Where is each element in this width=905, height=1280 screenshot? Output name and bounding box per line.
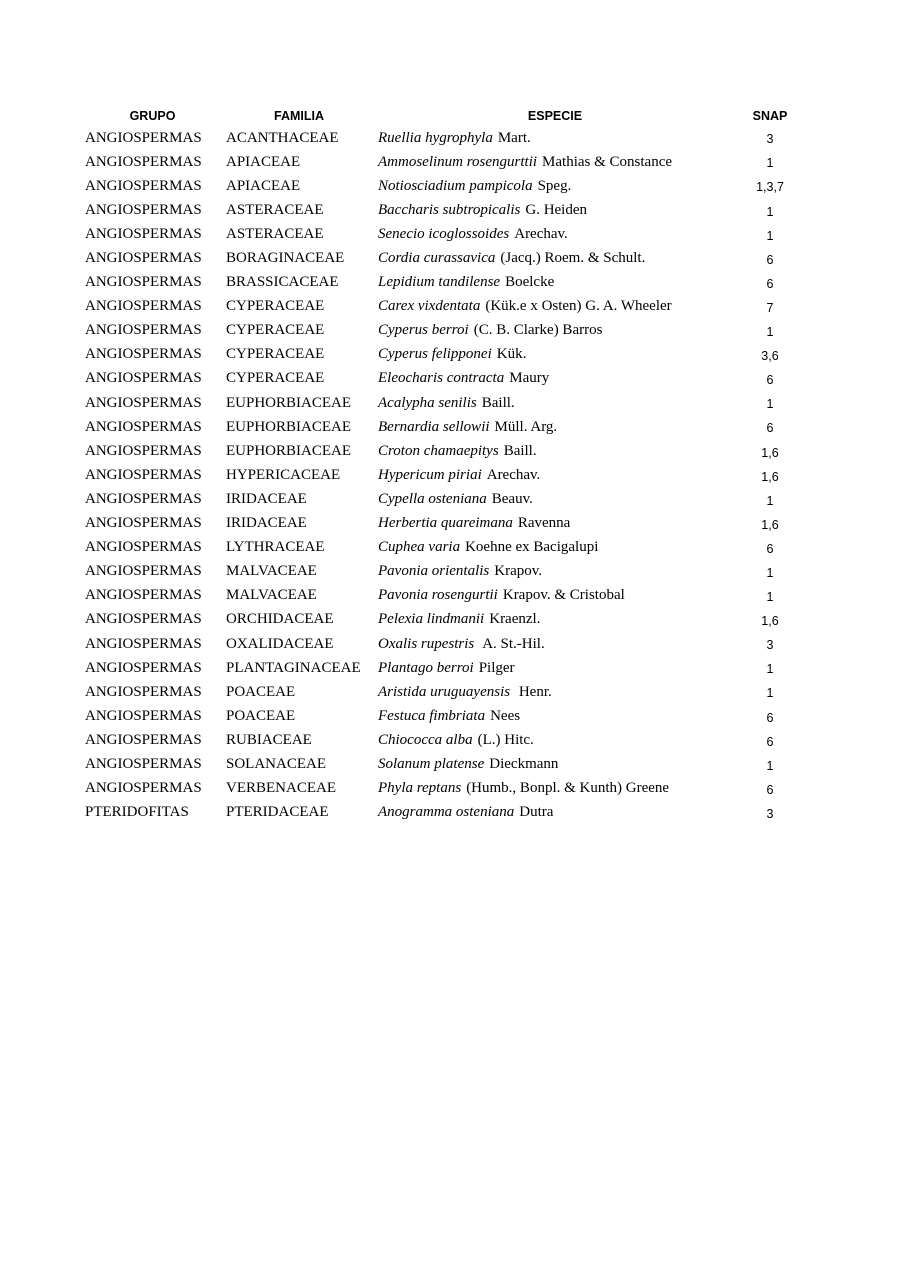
cell-familia: OXALIDACEAE — [226, 635, 334, 652]
table-row — [82, 246, 805, 270]
cell-familia: MALVACEAE — [226, 563, 317, 580]
species-name: Acalypha senilis — [378, 394, 477, 411]
cell-grupo: ANGIOSPERMAS — [85, 563, 202, 580]
cell-especie — [375, 512, 735, 536]
cell-grupo: ANGIOSPERMAS — [85, 707, 202, 724]
cell-familia: BORAGINACEAE — [226, 250, 345, 267]
species-author: Mathias & Constance — [542, 153, 673, 170]
cell-especie — [375, 126, 735, 150]
cell-grupo: ANGIOSPERMAS — [85, 466, 202, 483]
cell-familia: EUPHORBIACEAE — [226, 418, 352, 435]
species-author: Krapov. & Cristobal — [502, 587, 625, 604]
cell-especie — [375, 536, 735, 560]
cell-snap: 1,3,7 — [756, 180, 784, 195]
header-row — [82, 106, 805, 126]
cell-especie — [375, 439, 735, 463]
table-row — [82, 632, 805, 656]
cell-especie — [375, 801, 735, 825]
species-author: Dieckmann — [489, 755, 559, 772]
cell-snap: 1 — [766, 156, 774, 171]
cell-snap: 3 — [766, 806, 774, 821]
cell-familia: ASTERACEAE — [226, 225, 324, 242]
cell-snap: 6 — [766, 782, 774, 797]
cell-familia: ASTERACEAE — [226, 201, 324, 218]
species-author: Kük. — [496, 346, 527, 363]
cell-especie — [375, 632, 735, 656]
cell-grupo: ANGIOSPERMAS — [85, 587, 202, 604]
cell-familia: CYPERACEAE — [226, 298, 325, 315]
table-row — [82, 728, 805, 752]
species-author: Boelcke — [505, 274, 555, 291]
species-author: G. Heiden — [525, 201, 588, 218]
table-row — [82, 777, 805, 801]
cell-grupo: ANGIOSPERMAS — [85, 177, 202, 194]
cell-snap: 1,6 — [761, 445, 779, 460]
cell-snap: 6 — [766, 373, 774, 388]
table-row — [82, 487, 805, 511]
cell-snap: 6 — [766, 710, 774, 725]
species-author: Nees — [490, 707, 521, 724]
table-row — [82, 463, 805, 487]
cell-especie — [375, 391, 735, 415]
species-author: Beauv. — [491, 490, 533, 507]
cell-especie — [375, 319, 735, 343]
cell-especie — [375, 752, 735, 776]
cell-snap: 6 — [766, 734, 774, 749]
table-row — [82, 343, 805, 367]
header-snap: SNAP — [752, 109, 788, 123]
table-row — [82, 680, 805, 704]
cell-snap: 3,6 — [761, 349, 779, 364]
species-name: Carex vixdentata — [378, 298, 481, 315]
cell-grupo: ANGIOSPERMAS — [85, 225, 202, 242]
species-name: Oxalis rupestris — [378, 635, 475, 652]
cell-especie — [375, 680, 735, 704]
cell-familia: CYPERACEAE — [226, 322, 325, 339]
cell-familia: APIACEAE — [226, 153, 301, 170]
cell-grupo: ANGIOSPERMAS — [85, 250, 202, 267]
cell-snap: 6 — [766, 541, 774, 556]
cell-familia: PLANTAGINACEAE — [226, 659, 361, 676]
species-author: (L.) Hitc. — [477, 731, 534, 748]
species-author: A. St.-Hil. — [479, 635, 545, 652]
cell-grupo: PTERIDOFITAS — [85, 804, 189, 821]
cell-grupo: ANGIOSPERMAS — [85, 274, 202, 291]
species-name: Pavonia rosengurtii — [378, 587, 498, 604]
species-author: Baill. — [503, 442, 537, 459]
table-row — [82, 704, 805, 728]
species-name: Croton chamaepitys — [378, 442, 499, 459]
table-row — [82, 367, 805, 391]
cell-grupo: ANGIOSPERMAS — [85, 322, 202, 339]
species-author: Arechav. — [486, 466, 541, 483]
cell-grupo: ANGIOSPERMAS — [85, 635, 202, 652]
cell-snap: 1 — [766, 204, 774, 219]
species-name: Pelexia lindmanii — [378, 611, 485, 628]
species-name: Bernardia sellowii — [378, 418, 490, 435]
cell-especie — [375, 271, 735, 295]
species-name: Eleocharis contracta — [378, 370, 505, 387]
cell-familia: EUPHORBIACEAE — [226, 442, 352, 459]
cell-snap: 1,6 — [761, 469, 779, 484]
cell-grupo: ANGIOSPERMAS — [85, 755, 202, 772]
table-row — [82, 584, 805, 608]
species-name: Cypella osteniana — [378, 490, 487, 507]
cell-snap: 1 — [766, 565, 774, 580]
cell-grupo: ANGIOSPERMAS — [85, 611, 202, 628]
table-row — [82, 198, 805, 222]
cell-especie — [375, 704, 735, 728]
cell-especie — [375, 415, 735, 439]
species-author: (Kük.e x Osten) G. A. Wheeler — [485, 298, 672, 315]
cell-grupo: ANGIOSPERMAS — [85, 370, 202, 387]
species-name: Festuca fimbriata — [378, 707, 486, 724]
cell-grupo: ANGIOSPERMAS — [85, 539, 202, 556]
cell-familia: IRIDACEAE — [226, 490, 307, 507]
cell-snap: 1,6 — [761, 614, 779, 629]
cell-snap: 6 — [766, 421, 774, 436]
species-name: Ammoselinum rosengurttii — [378, 153, 538, 170]
cell-snap: 3 — [766, 132, 774, 147]
table-row — [82, 415, 805, 439]
table-row — [82, 295, 805, 319]
species-name: Solanum platense — [378, 755, 485, 772]
cell-especie — [375, 150, 735, 174]
cell-especie — [375, 608, 735, 632]
species-author: Arechav. — [514, 225, 568, 242]
cell-familia: LYTHRACEAE — [226, 539, 325, 556]
cell-familia: IRIDACEAE — [226, 515, 307, 532]
cell-snap: 7 — [766, 300, 774, 315]
species-name: Baccharis subtropicalis — [378, 201, 521, 218]
species-author: (C. B. Clarke) Barros — [473, 322, 603, 339]
cell-especie — [375, 560, 735, 584]
species-name: Senecio icoglossoides — [378, 225, 510, 242]
species-name: Plantago berroi — [378, 659, 474, 676]
species-name: Chiococca alba — [378, 731, 473, 748]
table-row — [82, 656, 805, 680]
cell-snap: 3 — [766, 638, 774, 653]
species-table — [82, 106, 805, 825]
cell-snap: 1 — [766, 493, 774, 508]
cell-especie — [375, 487, 735, 511]
cell-familia: CYPERACEAE — [226, 370, 325, 387]
species-author: (Humb., Bonpl. & Kunth) Greene — [466, 780, 670, 797]
cell-familia: RUBIACEAE — [226, 731, 312, 748]
species-name: Ruellia hygrophyla — [378, 129, 493, 146]
species-author: Mart. — [497, 129, 531, 146]
species-author: Pilger — [478, 659, 515, 676]
cell-familia: POACEAE — [226, 683, 296, 700]
cell-snap: 1 — [766, 590, 774, 605]
cell-grupo: ANGIOSPERMAS — [85, 780, 202, 797]
cell-especie — [375, 367, 735, 391]
cell-snap: 1 — [766, 397, 774, 412]
cell-familia: VERBENACEAE — [226, 780, 336, 797]
table-row — [82, 222, 805, 246]
table-row — [82, 752, 805, 776]
cell-especie — [375, 198, 735, 222]
cell-familia: HYPERICACEAE — [226, 466, 341, 483]
species-author: Henr. — [515, 683, 552, 700]
cell-snap: 1 — [766, 758, 774, 773]
species-author: Koehne ex Bacigalupi — [465, 539, 599, 556]
table-row — [82, 174, 805, 198]
cell-grupo: ANGIOSPERMAS — [85, 683, 202, 700]
table-row — [82, 319, 805, 343]
cell-familia: CYPERACEAE — [226, 346, 325, 363]
species-author: Ravenna — [517, 515, 571, 532]
cell-snap: 6 — [766, 276, 774, 291]
table-row — [82, 439, 805, 463]
cell-especie — [375, 295, 735, 319]
species-name: Cyperus berroi — [378, 322, 469, 339]
species-author: Speg. — [537, 177, 572, 194]
table-row — [82, 391, 805, 415]
species-author: Maury — [509, 370, 550, 387]
table-row — [82, 560, 805, 584]
cell-grupo: ANGIOSPERMAS — [85, 731, 202, 748]
species-name: Lepidium tandilense — [378, 274, 501, 291]
species-name: Cuphea varia — [378, 539, 461, 556]
species-name: Phyla reptans — [378, 780, 462, 797]
species-name: Hypericum piriai — [378, 466, 482, 483]
cell-especie — [375, 343, 735, 367]
species-name: Cyperus felipponei — [378, 346, 492, 363]
species-author: (Jacq.) Roem. & Schult. — [500, 250, 646, 267]
cell-especie — [375, 246, 735, 270]
cell-familia: ORCHIDACEAE — [226, 611, 334, 628]
cell-especie — [375, 728, 735, 752]
cell-especie — [375, 463, 735, 487]
cell-grupo: ANGIOSPERMAS — [85, 418, 202, 435]
cell-snap: 1 — [766, 228, 774, 243]
species-name: Herbertia quareimana — [378, 515, 513, 532]
cell-familia: POACEAE — [226, 707, 296, 724]
cell-grupo: ANGIOSPERMAS — [85, 659, 202, 676]
cell-grupo: ANGIOSPERMAS — [85, 515, 202, 532]
table-row — [82, 150, 805, 174]
header-especie: ESPECIE — [527, 109, 583, 123]
cell-grupo: ANGIOSPERMAS — [85, 442, 202, 459]
cell-familia: APIACEAE — [226, 177, 301, 194]
cell-especie — [375, 777, 735, 801]
cell-grupo: ANGIOSPERMAS — [85, 298, 202, 315]
species-name: Pavonia orientalis — [378, 563, 490, 580]
table-row — [82, 801, 805, 825]
cell-grupo: ANGIOSPERMAS — [85, 346, 202, 363]
species-name: Notiosciadium pampicola — [378, 177, 533, 194]
cell-familia: ACANTHACEAE — [226, 129, 339, 146]
table-row — [82, 536, 805, 560]
cell-familia: BRASSICACEAE — [226, 274, 339, 291]
cell-snap: 6 — [766, 252, 774, 267]
species-author: Baill. — [481, 394, 515, 411]
species-author: Kraenzl. — [489, 611, 541, 628]
table-row — [82, 512, 805, 536]
species-author: Müll. Arg. — [494, 418, 558, 435]
header-familia: FAMILIA — [274, 109, 324, 123]
species-name: Anogramma osteniana — [378, 804, 515, 821]
cell-grupo: ANGIOSPERMAS — [85, 490, 202, 507]
cell-familia: EUPHORBIACEAE — [226, 394, 352, 411]
species-author: Dutra — [519, 804, 554, 821]
cell-snap: 1 — [766, 686, 774, 701]
cell-snap: 1,6 — [761, 517, 779, 532]
cell-grupo: ANGIOSPERMAS — [85, 153, 202, 170]
header-grupo: GRUPO — [129, 109, 176, 123]
cell-especie — [375, 584, 735, 608]
species-name: Cordia curassavica — [378, 250, 496, 267]
cell-familia: MALVACEAE — [226, 587, 317, 604]
cell-grupo: ANGIOSPERMAS — [85, 394, 202, 411]
table-row — [82, 608, 805, 632]
cell-familia: PTERIDACEAE — [226, 804, 329, 821]
table-row — [82, 271, 805, 295]
cell-grupo: ANGIOSPERMAS — [85, 201, 202, 218]
cell-familia: SOLANACEAE — [226, 755, 326, 772]
cell-especie — [375, 174, 735, 198]
cell-grupo: ANGIOSPERMAS — [85, 129, 202, 146]
species-name: Aristida uruguayensis — [378, 683, 511, 700]
cell-especie — [375, 656, 735, 680]
table-body — [82, 126, 805, 825]
cell-especie — [375, 222, 735, 246]
table-row — [82, 126, 805, 150]
species-author: Krapov. — [494, 563, 543, 580]
cell-snap: 1 — [766, 662, 774, 677]
cell-snap: 1 — [766, 325, 774, 340]
